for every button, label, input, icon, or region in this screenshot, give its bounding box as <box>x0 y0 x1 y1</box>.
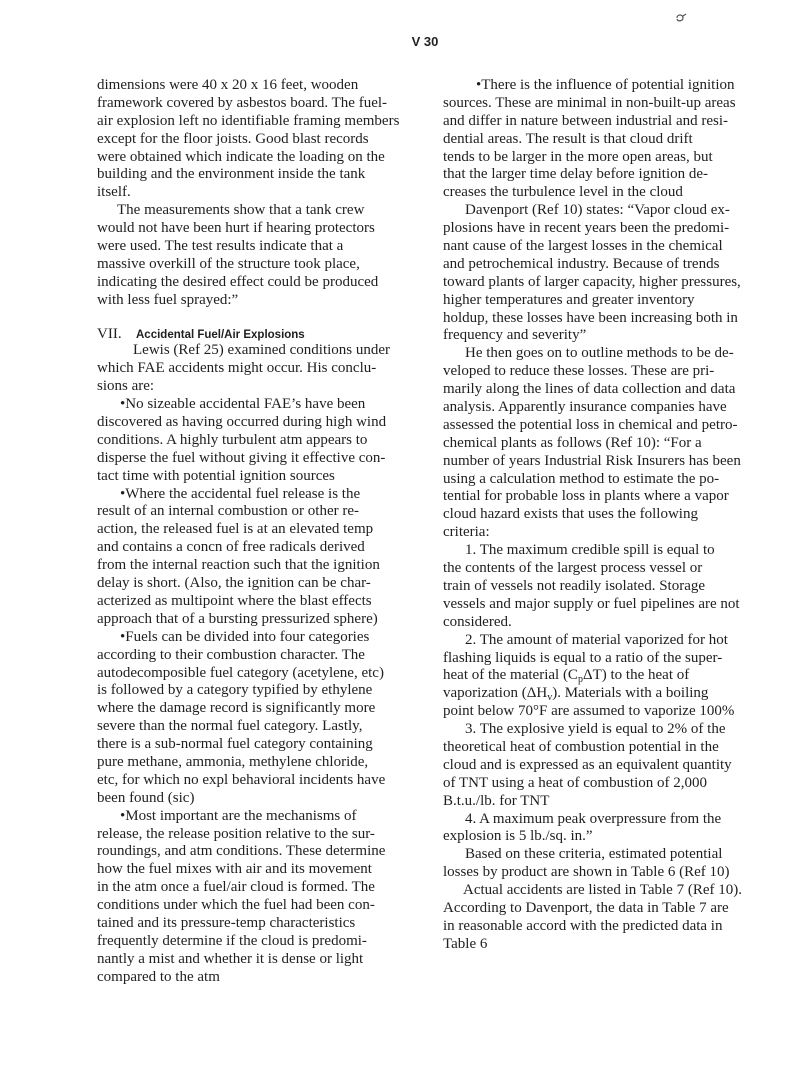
text-line: where the damage record is significantly more <box>97 700 376 717</box>
right-column <box>443 77 749 954</box>
text-line: that the larger time delay before ignition de- <box>443 166 709 183</box>
text-line: explosion is 5 lb./sq. in.” <box>443 828 593 845</box>
text-line: train of vessels not readily isolated. Storage <box>443 577 706 594</box>
text-line: The measurements show that a tank crew <box>117 202 365 219</box>
text-line: autodecomposible fuel category (acetylene, etc) <box>97 664 384 681</box>
text-line: dential areas. The result is that cloud drift <box>443 130 693 147</box>
left-column <box>97 77 400 987</box>
text-line: and petrochemical industry. Because of trends <box>443 255 720 272</box>
text-line: dimensions were 40 x 20 x 16 feet, wooden <box>97 77 359 93</box>
text-line: plosions have in recent years been the predomi- <box>443 220 730 237</box>
text-line: and contains a concn of free radicals derived <box>97 539 365 556</box>
text-line: severe than the normal fuel category. Lastly, <box>97 718 363 735</box>
text-line: how the fuel mixes with air and its movement <box>97 861 372 878</box>
text-line: delay is short. (Also, the ignition can be char- <box>97 575 371 592</box>
text-line: from the internal reaction such that the ignition <box>97 557 380 574</box>
text-line: framework covered by asbestos board. The fuel- <box>97 94 388 111</box>
paragraph-measurements <box>97 202 397 309</box>
text-line: of TNT using a heat of combustion of 2,000 <box>443 774 707 791</box>
text-line: cloud and is expressed as an equivalent quantity <box>443 756 732 773</box>
text-line: according to their combustion character. The <box>97 646 365 663</box>
section-title: Accidental Fuel/Air Explosions <box>136 328 305 341</box>
text-line: higher temperatures and greater inventory <box>443 291 695 308</box>
text-line: •There is the influence of potential ignition <box>476 77 735 93</box>
text-line: etc, for which no expl behavioral incidents have <box>97 771 386 788</box>
text-segment: ). Materials with a boiling <box>552 685 709 702</box>
bullet-item-fuels <box>97 629 397 808</box>
text-line: which FAE accidents might occur. His conclu- <box>97 360 377 377</box>
text-line: conditions. A highly turbulent atm appears to <box>97 431 368 448</box>
text-line: holdup, these losses have been increasing both in <box>443 309 738 326</box>
paragraph-davenport-quote <box>443 202 749 345</box>
text-line: indicating the desired effect could be produced <box>97 273 379 290</box>
text-line <box>443 685 749 703</box>
text-line: with less fuel sprayed:” <box>97 291 239 308</box>
text-line: Lewis (Ref 25) examined conditions under <box>133 342 391 359</box>
text-line: tends to be larger in the more open areas, but <box>443 148 713 165</box>
text-line: criteria: <box>443 524 490 541</box>
bullet-item-release <box>97 486 397 629</box>
text-line: building and the environment inside the tank <box>97 166 366 183</box>
paragraph-methods <box>443 345 749 542</box>
text-line: in reasonable accord with the predicted data in <box>443 917 723 934</box>
section-heading <box>97 325 397 343</box>
text-line: except for the floor joists. Good blast records <box>97 130 369 147</box>
text-line: 1. The maximum credible spill is equal to <box>465 542 715 559</box>
text-line: action, the released fuel is at an elevated temp <box>97 521 374 538</box>
bullet-item-ignition <box>443 77 749 202</box>
paragraph-lewis <box>97 342 397 396</box>
text-line <box>443 667 749 685</box>
text-line: Table 6 <box>443 935 488 952</box>
text-line: nant cause of the largest losses in the chemical <box>443 238 723 255</box>
text-line: were used. The test results indicate that a <box>97 238 344 255</box>
text-line: chemical plants as follows (Ref 10): “For a <box>443 434 702 451</box>
text-line: discovered as having occurred during high wind <box>97 414 387 431</box>
text-line: losses by product are shown in Table 6 (Ref 10) <box>443 864 730 881</box>
text-line: He then goes on to outline methods to be de- <box>465 345 734 362</box>
criteria-item-2 <box>443 632 749 721</box>
text-line: 3. The explosive yield is equal to 2% of the <box>465 721 726 738</box>
criteria-item-3 <box>443 721 749 810</box>
page-number: V 30 <box>411 34 439 49</box>
text-line: would not have been hurt if hearing protectors <box>97 220 375 237</box>
section-number: VII. <box>97 325 122 342</box>
text-line: frequently determine if the cloud is predomi- <box>97 932 367 949</box>
criteria-item-4 <box>443 811 749 847</box>
text-line: massive overkill of the structure took place, <box>97 255 360 272</box>
text-line: sions are: <box>97 378 155 395</box>
text-segment: vaporization (ΔH <box>443 685 548 702</box>
subscript: p <box>577 674 583 686</box>
text-segment: ΔT) to the heat of <box>582 667 690 684</box>
text-line: •Most important are the mechanisms of <box>120 807 357 824</box>
text-line: Actual accidents are listed in Table 7 (Ref 10). <box>463 882 742 899</box>
text-line: flashing liquids is equal to a ratio of the super- <box>443 649 723 666</box>
text-line: theoretical heat of combustion potential in the <box>443 738 719 755</box>
paragraph-actual-accidents <box>443 882 749 954</box>
text-line: point below 70°F are assumed to vaporize 100% <box>443 703 735 720</box>
bullet-item-wind <box>97 396 397 485</box>
text-line: marily along the lines of data collection and data <box>443 381 736 398</box>
text-line: in the atm once a fuel/air cloud is formed. The <box>97 879 375 896</box>
text-line: Based on these criteria, estimated potential <box>465 846 723 863</box>
text-line: were obtained which indicate the loading on the <box>97 148 385 165</box>
text-line: veloped to reduce these losses. These are pri- <box>443 363 715 380</box>
text-line: Davenport (Ref 10) states: “Vapor cloud ex- <box>465 202 730 219</box>
text-line: 4. A maximum peak overpressure from the <box>465 810 722 827</box>
text-line: creases the turbulence level in the cloud <box>443 184 683 201</box>
text-segment: heat of the material (C <box>443 667 578 684</box>
text-line: considered. <box>443 613 512 630</box>
text-line: •Fuels can be divided into four categories <box>120 628 370 645</box>
text-line: disperse the fuel without giving it effective con- <box>97 449 386 466</box>
text-line: pure methane, ammonia, methylene chloride, <box>97 753 369 770</box>
text-line: tact time with potential ignition sources <box>97 467 335 484</box>
criteria-item-1 <box>443 542 749 631</box>
text-line: number of years Industrial Risk Insurers has been <box>443 452 741 469</box>
text-line: tained and its pressure-temp characteristics <box>97 914 356 931</box>
text-line: 2. The amount of material vaporized for hot <box>465 631 728 648</box>
text-line: tential for probable loss in plants where a vapor <box>443 488 729 505</box>
text-line: roundings, and atm conditions. These determine <box>97 843 386 860</box>
text-line: air explosion left no identifiable framing members <box>97 112 400 129</box>
text-line: vessels and major supply or fuel pipelines are not <box>443 595 740 612</box>
paragraph-estimated-losses <box>443 846 749 882</box>
text-line: acterized as multipoint where the blast effects <box>97 592 372 609</box>
text-line: nantly a mist and whether it is dense or light <box>97 950 364 967</box>
text-line: conditions under which the fuel had been con- <box>97 897 375 914</box>
text-line: assessed the potential loss in chemical and petro- <box>443 416 738 433</box>
text-line: analysis. Apparently insurance companies have <box>443 399 727 416</box>
scan-mark-icon <box>674 12 688 24</box>
text-line: cloud hazard exists that uses the following <box>443 506 698 523</box>
text-line: and differ in nature between industrial and resi- <box>443 112 729 129</box>
text-line: •Where the accidental fuel release is the <box>120 485 361 502</box>
paragraph-test-structure <box>97 77 400 202</box>
text-line: B.t.u./lb. for TNT <box>443 792 550 809</box>
text-line: is followed by a category typified by ethylene <box>97 682 373 699</box>
text-line: •No sizeable accidental FAE’s have been <box>120 396 366 413</box>
text-line: frequency and severity” <box>443 327 587 344</box>
bullet-item-mechanisms <box>97 808 397 987</box>
subscript: v <box>547 692 553 704</box>
text-line: itself. <box>97 184 131 201</box>
text-line: According to Davenport, the data in Table 7 are <box>443 899 729 916</box>
text-line: using a calculation method to estimate the po- <box>443 470 720 487</box>
text-line: approach that of a bursting pressurized sphere) <box>97 610 378 627</box>
text-line: there is a sub-normal fuel category containing <box>97 736 373 753</box>
text-line: sources. These are minimal in non-built-up areas <box>443 94 736 111</box>
text-line: the contents of the largest process vessel or <box>443 560 703 577</box>
text-line: result of an internal combustion or other re- <box>97 503 360 520</box>
text-line: compared to the atm <box>97 968 220 985</box>
text-line: toward plants of larger capacity, higher pressures, <box>443 273 741 290</box>
text-line: release, the release position relative to the sur- <box>97 825 375 842</box>
text-line: been found (sic) <box>97 789 195 806</box>
